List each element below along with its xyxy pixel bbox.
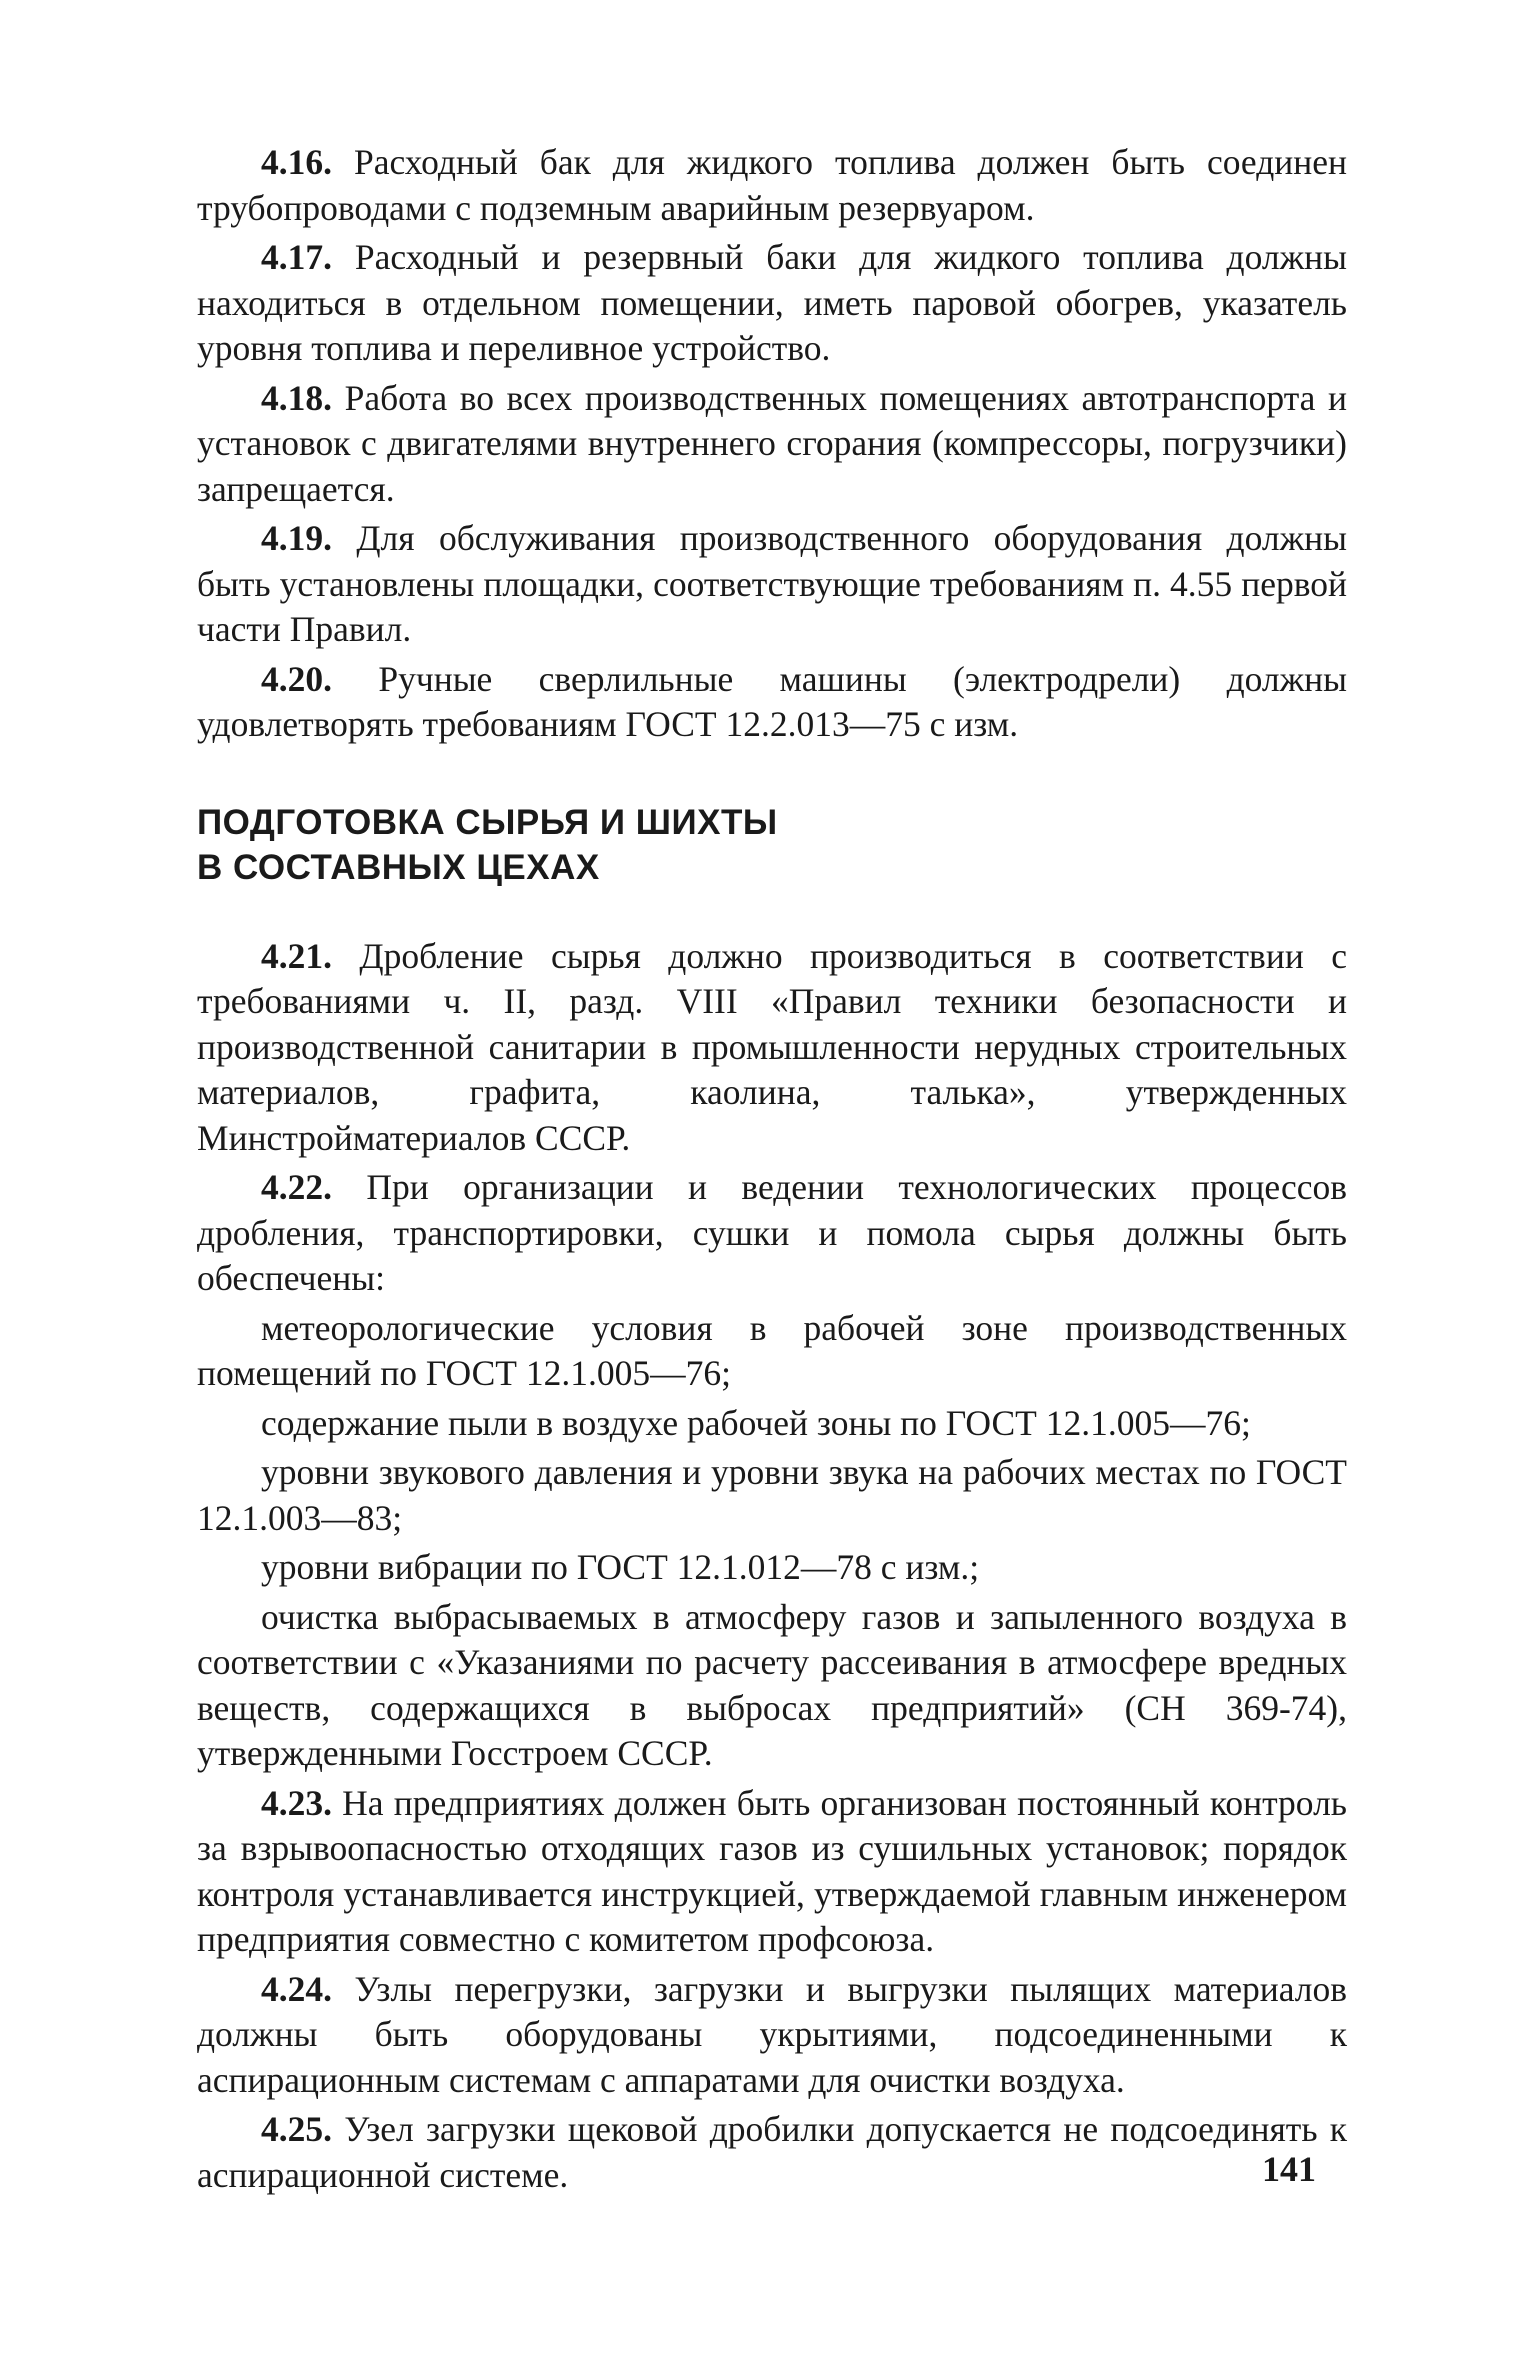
clause-text: Расходный бак для жидкого топлива должен быть соединен трубопроводами с подземным аварийным резервуаром. xyxy=(197,142,1348,228)
section-heading-line-1: ПОДГОТОВКА СЫРЬЯ И ШИХТЫ xyxy=(197,802,778,842)
paragraph-4-23 xyxy=(197,1781,1347,1963)
paragraph-4-20 xyxy=(197,657,1347,748)
list-item: уровни звукового давления и уровни звука на рабочих местах по ГОСТ 12.1.003—83; xyxy=(197,1452,1347,1538)
section-heading xyxy=(197,800,1347,890)
paragraph-4-17 xyxy=(197,235,1347,372)
clause-number: 4.19. xyxy=(261,518,332,558)
clause-text: При организации и ведении технологических процессов дробления, транспортировки, сушки и помола сырья должны быть обеспечены: xyxy=(197,1167,1348,1298)
paragraph-4-18 xyxy=(197,376,1347,513)
clause-number: 4.24. xyxy=(261,1968,332,2009)
clause-text: Работа во всех производственных помещениях автотранспорта и установок с двигателями внутреннего сгорания (компрессоры, погрузчики) запрещается. xyxy=(197,377,1347,509)
list-item: очистка выбрасываемых в атмосферу газов и запыленного воздуха в соответствии с «Указаниями по расчету рассеивания в атмосфере вредных веществ, содержащихся в выбросах предприятий» (СН 369-74), утвержденными Госстроем СССР. xyxy=(197,1596,1347,1773)
clause-text: Ручные сверлильные машины (электродрели) должны удовлетворять требованиям ГОСТ 12.2.013—75 с изм. xyxy=(197,658,1348,744)
document-page xyxy=(197,140,1347,2198)
paragraph-4-21 xyxy=(197,934,1347,1162)
clause-text: Расходный и резервный баки для жидкого топлива должны находиться в отдельном помещении, иметь паровой обогрев, указатель уровня топлива и переливное устройство. xyxy=(197,237,1347,368)
list-item: уровни вибрации по ГОСТ 12.1.012—78 с изм.; xyxy=(261,1547,980,1587)
clause-number: 4.21. xyxy=(261,935,332,976)
clause-text: Узлы перегрузки, загрузки и выгрузки пылящих материалов должны быть оборудованы укрытиями, подсоединенными к аспирационным системам с аппаратами для очистки воздуха. xyxy=(197,1968,1347,2100)
list-item: содержание пыли в воздухе рабочей зоны по ГОСТ 12.1.005—76; xyxy=(261,1402,1251,1443)
list-item: метеорологические условия в рабочей зоне производственных помещений по ГОСТ 12.1.005—76; xyxy=(197,1307,1347,1393)
clause-text: На предприятиях должен быть организован постоянный контроль за взрывоопасностью отходящих газов из сушильных установок; порядок контроля устанавливается инструкцией, утверждаемой главным инженером предприятия совместно с комитетом профсоюза. xyxy=(197,1782,1347,1959)
paragraph-4-25 xyxy=(197,2107,1347,2198)
paragraph-4-22 xyxy=(197,1165,1347,1302)
clause-number: 4.23. xyxy=(261,1782,332,1823)
section-heading-line-2: В СОСТАВНЫХ ЦЕХАХ xyxy=(197,847,600,887)
paragraph-4-19 xyxy=(197,516,1347,653)
clause-text: Узел загрузки щековой дробилки допускается не подсоединять к аспирационной системе. xyxy=(197,2109,1348,2195)
clause-number: 4.22. xyxy=(261,1167,332,1207)
clause-text: Для обслуживания производственного оборудования должны быть установлены площадки, соответствующие требованиям п. 4.55 первой части Правил. xyxy=(197,518,1347,649)
clause-number: 4.17. xyxy=(261,237,332,277)
page-number: 141 xyxy=(1262,2149,1316,2189)
clause-number: 4.25. xyxy=(261,2109,332,2149)
clause-number: 4.16. xyxy=(261,142,332,182)
paragraph-4-24 xyxy=(197,1967,1347,2104)
clause-text: Дробление сырья должно производиться в соответствии с требованиями ч. II, разд. VIII «Правил техники безопасности и производственной санитарии в промышленности нерудных строительных материалов, графита, каолина, талька», утвержденных Минстройматериалов СССР. xyxy=(197,935,1347,1158)
clause-number: 4.18. xyxy=(261,377,332,418)
clause-number: 4.20. xyxy=(261,658,332,699)
paragraph-4-16 xyxy=(197,140,1347,231)
